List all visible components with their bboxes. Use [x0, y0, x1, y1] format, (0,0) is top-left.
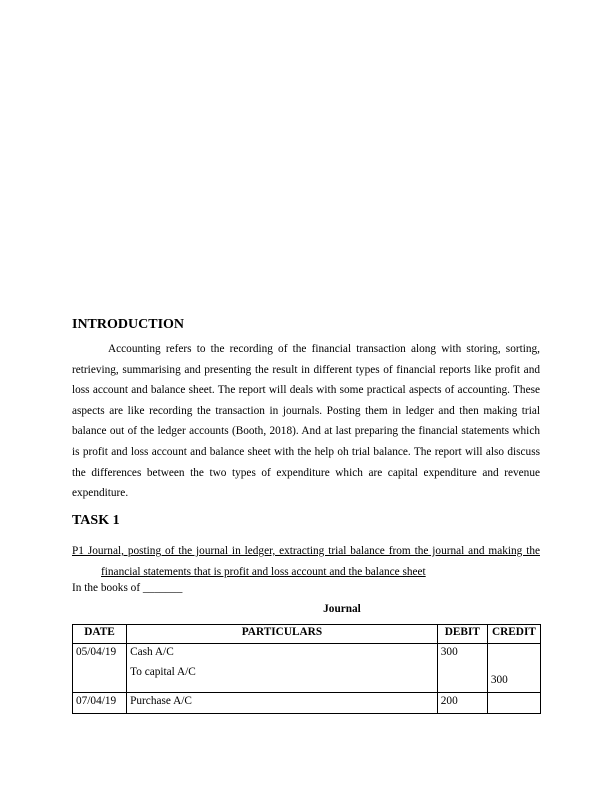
journal-header-row [73, 625, 541, 644]
row-debit: 200 [437, 693, 487, 714]
row-particulars: To capital A/C [127, 664, 438, 693]
table-row [73, 693, 541, 714]
row-particulars: Cash A/C [127, 644, 438, 665]
row-date [73, 664, 127, 693]
table-row [73, 664, 541, 693]
header-particulars: PARTICULARS [127, 625, 438, 644]
task-subtitle: P1 Journal, posting of the journal in ledger, extracting trial balance from the journal and making the financial statements that is profit and loss account and the balance sheet [72, 545, 540, 578]
journal-title: Journal [323, 603, 361, 615]
row-particulars: Purchase A/C [127, 693, 438, 714]
row-credit [487, 644, 540, 665]
row-debit [437, 664, 487, 693]
introduction-heading: INTRODUCTION [72, 317, 185, 332]
journal-table [72, 624, 541, 714]
header-date: DATE [73, 625, 127, 644]
task-1-heading: TASK 1 [72, 513, 120, 528]
introduction-paragraph: Accounting refers to the recording of the financial transaction along with storing, sorting, retrieving, summarising and presenting the result in different types of financial reports like profit and loss account and balance sheet. The report will deals with some practical aspects of accounting. These aspects are like recording the transaction in journals. Posting them in ledger and then making trial balance out of the ledger accounts (Booth, 2018). And at last preparing the financial statements which is profit and loss account and balance sheet with the help oh trial balance. The report will also discuss the differences between the two types of expenditure which are capital expenditure and revenue expenditure. [72, 343, 540, 500]
row-date: 07/04/19 [73, 693, 127, 714]
row-debit: 300 [437, 644, 487, 665]
header-credit: CREDIT [487, 625, 540, 644]
row-credit [487, 693, 540, 714]
row-date: 05/04/19 [73, 644, 127, 665]
books-line: In the books of _______ [72, 582, 183, 594]
header-debit: DEBIT [437, 625, 487, 644]
table-row [73, 644, 541, 665]
row-credit: 300 [487, 664, 540, 693]
